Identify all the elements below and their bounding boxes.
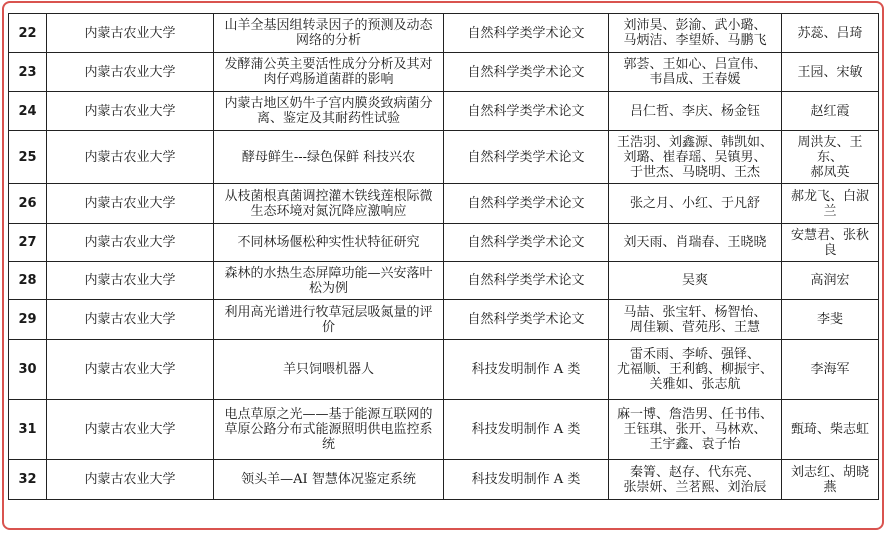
school-cell: 内蒙古农业大学 <box>47 224 214 262</box>
advisors-cell: 王园、宋敏 <box>782 53 879 92</box>
table-row <box>9 14 879 53</box>
row-number: 31 <box>9 400 47 460</box>
advisors-cell: 安慧君、张秋良 <box>782 224 879 262</box>
row-number: 32 <box>9 460 47 500</box>
award-table <box>8 13 879 500</box>
school-cell: 内蒙古农业大学 <box>47 184 214 224</box>
table-row <box>9 400 879 460</box>
category-cell: 科技发明制作 A 类 <box>444 340 609 400</box>
category-cell: 自然科学类学术论文 <box>444 92 609 131</box>
authors-cell: 刘沛昊、彭渝、武小璐、 马炳洁、李望娇、马鹏飞 <box>609 14 782 53</box>
table-row <box>9 131 879 184</box>
title-cell: 酵母鲜生---绿色保鲜 科技兴农 <box>214 131 444 184</box>
category-cell: 自然科学类学术论文 <box>444 131 609 184</box>
title-cell: 利用高光谱进行牧草冠层吸氮量的评 价 <box>214 300 444 340</box>
school-cell: 内蒙古农业大学 <box>47 53 214 92</box>
category-cell: 自然科学类学术论文 <box>444 14 609 53</box>
row-number: 28 <box>9 262 47 300</box>
row-number: 26 <box>9 184 47 224</box>
authors-cell: 马喆、张宝轩、杨智怡、 周佳颖、菅苑彤、王慧 <box>609 300 782 340</box>
table-row <box>9 53 879 92</box>
row-number: 29 <box>9 300 47 340</box>
authors-cell: 吕仁哲、李庆、杨金钰 <box>609 92 782 131</box>
row-number: 24 <box>9 92 47 131</box>
advisors-cell: 李斐 <box>782 300 879 340</box>
title-cell: 发酵蒲公英主要活性成分分析及其对 肉仔鸡肠道菌群的影响 <box>214 53 444 92</box>
school-cell: 内蒙古农业大学 <box>47 131 214 184</box>
advisors-cell: 赵红霞 <box>782 92 879 131</box>
advisors-cell: 周洪友、王东、 郝凤英 <box>782 131 879 184</box>
row-number: 23 <box>9 53 47 92</box>
school-cell: 内蒙古农业大学 <box>47 300 214 340</box>
advisors-cell: 高润宏 <box>782 262 879 300</box>
category-cell: 科技发明制作 A 类 <box>444 400 609 460</box>
table-body <box>9 14 879 500</box>
table-row <box>9 460 879 500</box>
title-cell: 内蒙古地区奶牛子宫内膜炎致病菌分 离、鉴定及其耐药性试验 <box>214 92 444 131</box>
category-cell: 自然科学类学术论文 <box>444 224 609 262</box>
advisors-cell: 苏蕊、吕琦 <box>782 14 879 53</box>
school-cell: 内蒙古农业大学 <box>47 14 214 53</box>
row-number: 30 <box>9 340 47 400</box>
category-cell: 自然科学类学术论文 <box>444 184 609 224</box>
authors-cell: 秦箐、赵存、代东亮、 张崇妍、兰茗熙、刘治辰 <box>609 460 782 500</box>
category-cell: 自然科学类学术论文 <box>444 53 609 92</box>
title-cell: 领头羊—AI 智慧体况鉴定系统 <box>214 460 444 500</box>
school-cell: 内蒙古农业大学 <box>47 400 214 460</box>
table-row <box>9 92 879 131</box>
advisors-cell: 刘志红、胡晓燕 <box>782 460 879 500</box>
authors-cell: 王浩羽、刘鑫源、韩凯如、 刘璐、崔春瑶、吴镇男、 于世杰、马晓明、王杰 <box>609 131 782 184</box>
row-number: 27 <box>9 224 47 262</box>
authors-cell: 雷禾雨、李峤、强铎、 尤福顺、王利鹤、柳振宇、 关雅如、张志航 <box>609 340 782 400</box>
school-cell: 内蒙古农业大学 <box>47 340 214 400</box>
authors-cell: 吴爽 <box>609 262 782 300</box>
authors-cell: 郭荟、王如心、吕宣伟、 韦昌成、王春媛 <box>609 53 782 92</box>
table-row <box>9 300 879 340</box>
title-cell: 从枝菌根真菌调控灌木铁线莲根际微 生态环境对氮沉降应激响应 <box>214 184 444 224</box>
row-number: 22 <box>9 14 47 53</box>
title-cell: 电点草原之光——基于能源互联网的 草原公路分布式能源照明供电监控系 统 <box>214 400 444 460</box>
category-cell: 自然科学类学术论文 <box>444 300 609 340</box>
category-cell: 科技发明制作 A 类 <box>444 460 609 500</box>
table-row <box>9 224 879 262</box>
title-cell: 羊只饲喂机器人 <box>214 340 444 400</box>
advisors-cell: 郝龙飞、白淑兰 <box>782 184 879 224</box>
school-cell: 内蒙古农业大学 <box>47 262 214 300</box>
row-number: 25 <box>9 131 47 184</box>
authors-cell: 刘天雨、肖瑞春、王晓晓 <box>609 224 782 262</box>
school-cell: 内蒙古农业大学 <box>47 92 214 131</box>
title-cell: 森林的水热生态屏障功能—兴安落叶 松为例 <box>214 262 444 300</box>
advisors-cell: 李海军 <box>782 340 879 400</box>
advisors-cell: 甄琦、柴志虹 <box>782 400 879 460</box>
table-row <box>9 262 879 300</box>
authors-cell: 麻一博、詹浩男、任书伟、 王钰琪、张开、马林欢、 王宇鑫、袁子怡 <box>609 400 782 460</box>
title-cell: 不同林场偃松种实性状特征研究 <box>214 224 444 262</box>
table-row <box>9 184 879 224</box>
category-cell: 自然科学类学术论文 <box>444 262 609 300</box>
school-cell: 内蒙古农业大学 <box>47 460 214 500</box>
table-row <box>9 340 879 400</box>
title-cell: 山羊全基因组转录因子的预测及动态 网络的分析 <box>214 14 444 53</box>
authors-cell: 张之月、小红、于凡舒 <box>609 184 782 224</box>
